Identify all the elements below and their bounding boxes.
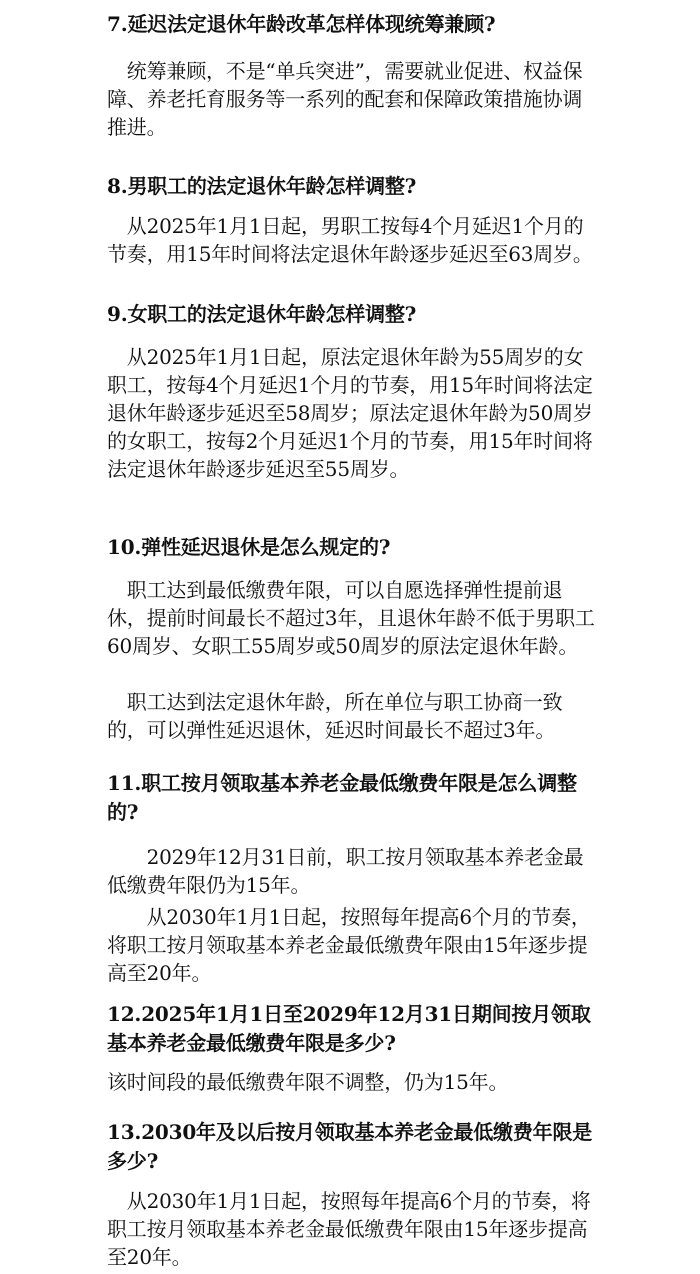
question-13-title: 13.2030年及以后按月领取基本养老金最低缴费年限是多少? [107,1120,593,1173]
question-7-answer: 统筹兼顾，不是“单兵突进”，需要就业促进、权益保障、养老托育服务等一系列的配套和保障政策措施协调推进。 [107,59,583,139]
question-10-answer-1: 职工达到最低缴费年限，可以自愿选择弹性提前退休，提前时间最长不超过3年，且退休年龄不低于男职工60周岁、女职工55周岁或50周岁的原法定退休年龄。 [107,578,595,658]
question-10-answer-2: 职工达到法定退休年龄，所在单位与职工协商一致的，可以弹性延迟退休，延迟时间最长不超过3年。 [107,690,563,742]
question-8-answer: 从2025年1月1日起，男职工按每4个月延迟1个月的节奏，用15年时间将法定退休年龄逐步延迟至63周岁。 [107,214,593,266]
question-11-title: 11.职工按月领取基本养老金最低缴费年限是怎么调整的? [107,771,577,824]
question-11-answer-1: 2029年12月31日前，职工按月领取基本养老金最低缴费年限仍为15年。 [107,845,584,897]
question-12-answer: 该时间段的最低缴费年限不调整，仍为15年。 [107,1070,509,1094]
question-9-title: 9.女职工的法定退休年龄怎样调整? [107,302,417,326]
question-8-title: 8.男职工的法定退休年龄怎样调整? [107,174,417,198]
question-11-answer-2: 从2030年1月1日起，按照每年提高6个月的节奏，将职工按月领取基本养老金最低缴费年限由15年逐步提高至20年。 [107,905,591,985]
question-10-title: 10.弹性延迟退休是怎么规定的? [107,535,391,559]
question-9-answer: 从2025年1月1日起，原法定退休年龄为55周岁的女职工，按每4个月延迟1个月的节奏，用15年时间将法定退休年龄逐步延迟至58周岁；原法定退休年龄为50周岁的女职工，按每2个月延迟1个月的节奏，用15年时间将法定退休年龄逐步延迟至55周岁。 [107,345,593,481]
question-12-title: 12.2025年1月1日至2029年12月31日期间按月领取基本养老金最低缴费年限是多少? [107,1002,591,1055]
question-13-answer: 从2030年1月1日起，按照每年提高6个月的节奏，将职工按月领取基本养老金最低缴费年限由15年逐步提高至20年。 [107,1189,591,1269]
question-7-title: 7.延迟法定退休年龄改革怎样体现统筹兼顾? [107,12,496,36]
